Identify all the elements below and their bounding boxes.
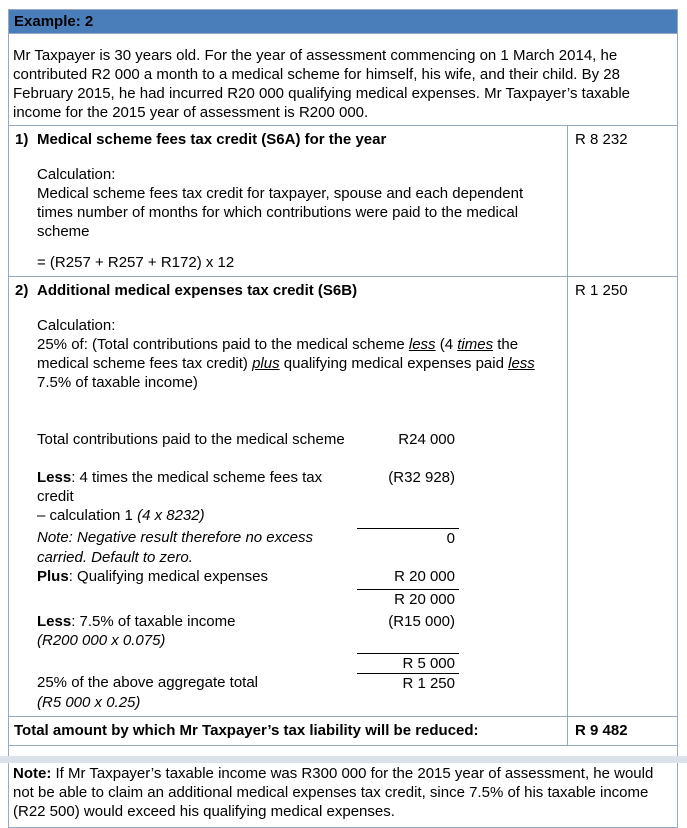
calc-text-part: (4 xyxy=(435,336,458,353)
calc-text-part: the medical scheme fees tax credit) xyxy=(37,336,519,372)
statement-line xyxy=(37,673,459,693)
item-2-calc-body xyxy=(37,335,551,392)
item-1-amount: R 8 232 xyxy=(567,126,677,276)
item-1-calc-body: Medical scheme fees tax credit for taxpayer, spouse and each dependent times number of months for which contributions were paid to the medical scheme xyxy=(37,185,524,240)
item-1-formula: = (R257 + R257 + R172) x 12 xyxy=(37,254,235,271)
statement-amount: R 5 000 xyxy=(357,653,459,673)
statement-label: Total contributions paid to the medical scheme xyxy=(37,431,345,448)
statement-line xyxy=(37,589,459,609)
item-1-calc-label: Calculation: xyxy=(37,166,116,183)
statement-label: 25% of the above aggregate total xyxy=(37,674,259,691)
calc-text-part: 25% of: (Total contributions paid to the medical scheme xyxy=(37,336,409,353)
item-2-body xyxy=(9,277,567,716)
statement-amount: R 1 250 xyxy=(357,673,459,693)
item-1-title-text: Medical scheme fees tax credit (S6A) for the year xyxy=(37,131,387,148)
item-1-number: 1) xyxy=(15,131,29,148)
item-1-body xyxy=(9,126,567,276)
statement-line xyxy=(37,468,459,506)
total-row xyxy=(9,717,677,746)
item-2-title xyxy=(13,281,561,300)
table-header-row xyxy=(9,10,677,34)
statement-label: Plus: Qualifying medical expenses xyxy=(37,568,268,585)
statement-line xyxy=(37,631,459,650)
statement-amount: 0 xyxy=(357,528,459,548)
calc-keyword-times: times xyxy=(457,336,494,353)
note-text: If Mr Taxpayer’s taxable income was R300 000 for the 2015 year of assessment, he would not be able to claim an additional medical expenses tax credit, since 7.5% of his taxable income (R22 500) would exceed his qualifying medical expenses. xyxy=(13,765,654,820)
statement-line xyxy=(37,612,459,631)
statement-line xyxy=(37,693,459,712)
statement-amount: R 20 000 xyxy=(357,589,459,609)
item-2-number: 2) xyxy=(15,282,29,299)
intro-paragraph: Mr Taxpayer is 30 years old. For the year of assessment commencing on 1 March 2014, he contributed R2 000 a month to a medical scheme for himself, his wife, and their child. By 28 February 2015, he had incurred R20 000 qualifying medical expenses. Mr Taxpayer’s taxable income for the 2015 year of assessment is R200 000. xyxy=(13,47,631,121)
example-header-title: Example: 2 xyxy=(9,10,677,33)
item-1-title xyxy=(13,130,561,149)
statement-line xyxy=(37,653,459,673)
statement-label: Less: 7.5% of taxable income xyxy=(37,613,236,630)
page-bottom-band xyxy=(0,756,687,763)
statement-line xyxy=(37,506,459,525)
item-2-title-text: Additional medical expenses tax credit (S6B) xyxy=(37,282,358,299)
item-2-calc-label: Calculation: xyxy=(37,317,116,334)
total-label: Total amount by which Mr Taxpayer’s tax liability will be reduced: xyxy=(14,722,479,739)
statement-label: – calculation 1 (4 x 8232) xyxy=(37,507,205,524)
note-label: Note: xyxy=(13,765,52,782)
calc-keyword-less: less xyxy=(508,355,535,372)
calculation-statement xyxy=(37,430,459,712)
item-2-amount: R 1 250 xyxy=(567,277,677,716)
item-2-row xyxy=(9,277,677,717)
statement-line xyxy=(37,528,459,548)
statement-line xyxy=(37,548,459,567)
statement-line xyxy=(37,567,459,586)
statement-amount: (R15 000) xyxy=(388,613,455,630)
item-1-row xyxy=(9,126,677,277)
calc-keyword-less: less xyxy=(408,336,436,353)
statement-amount: R 20 000 xyxy=(394,568,455,585)
statement-label: (R5 000 x 0.25) xyxy=(37,694,141,711)
statement-label: carried. Default to zero. xyxy=(37,549,193,566)
calc-keyword-plus: plus xyxy=(252,355,280,372)
intro-row xyxy=(9,34,677,126)
statement-label: Note: Negative result therefore no excess xyxy=(37,529,313,546)
statement-label: Less: 4 times the medical scheme fees tax credit xyxy=(37,469,323,505)
statement-amount: R24 000 xyxy=(398,431,455,448)
statement-label: (R200 000 x 0.075) xyxy=(37,632,166,649)
calc-text-part: qualifying medical expenses paid xyxy=(279,355,509,372)
calc-text-part: 7.5% of taxable income) xyxy=(37,374,198,391)
statement-line xyxy=(37,430,459,449)
example-table xyxy=(8,9,678,828)
statement-amount: (R32 928) xyxy=(388,469,455,486)
total-amount: R 9 482 xyxy=(567,717,677,745)
